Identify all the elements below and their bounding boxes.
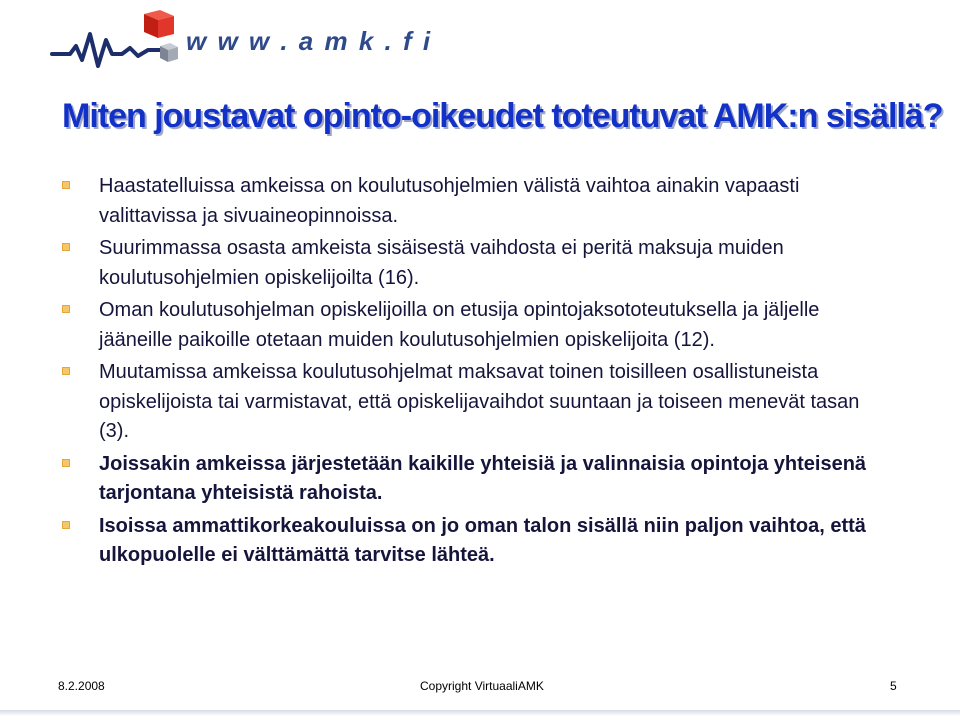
slide-title: Miten joustavat opinto-oikeudet toteutuvat AMK:n sisällä? [62, 97, 943, 135]
footer-date: 8.2.2008 [58, 679, 105, 693]
square-bullet-icon [62, 459, 70, 467]
footer-divider [0, 710, 960, 716]
square-bullet-icon [62, 367, 70, 375]
bullet-text: Isoissa ammattikorkeakouluissa on jo oman talon sisällä niin paljon vaihtoa, että ulkopuolelle ei välttämättä tarvitse lähteä. [99, 514, 866, 566]
red-cube-icon [144, 10, 174, 38]
square-bullet-icon [62, 305, 70, 313]
bullet-item [60, 450, 890, 509]
logo-text: w w w . a m k . f i [186, 26, 433, 56]
bullet-list [60, 172, 890, 574]
bullet-text: Suurimmassa osasta amkeista sisäisestä vaihdosta ei peritä maksuja muiden koulutusohjelmien opiskelijoilta (16). [99, 237, 784, 289]
bullet-item [60, 296, 890, 355]
square-bullet-icon [62, 521, 70, 529]
header [0, 0, 960, 78]
bullet-item [60, 358, 890, 447]
bullet-item [60, 512, 890, 571]
bullet-item [60, 234, 890, 293]
amk-logo [48, 10, 180, 72]
page-number: 5 [890, 679, 897, 693]
bullet-text: Joissakin amkeissa järjestetään kaikille yhteisiä ja valinnaisia opintoja yhteisenä tarjontana yhteisistä rahoista. [99, 452, 867, 504]
grey-cube-icon [160, 43, 178, 62]
square-bullet-icon [62, 181, 70, 189]
footer [0, 672, 960, 702]
bullet-text: Oman koulutusohjelman opiskelijoilla on etusija opintojaksototeutuksella ja jäljelle jääneille paikoille otetaan muiden koulutusohjelmien opiskelijoita (12). [99, 299, 820, 351]
bullet-text: Muutamissa amkeissa koulutusohjelmat maksavat toinen toisilleen osallistuneista opiskelijoista tai varmistavat, että opiskelijavaihdot suuntaan ja toiseen menevät tasan (3). [99, 361, 860, 442]
waveform-icon [52, 34, 160, 66]
bullet-text: Haastatelluissa amkeissa on koulutusohjelmien välistä vaihtoa ainakin vapaasti valittavissa ja sivuaineopinnoissa. [99, 175, 800, 227]
footer-copyright: Copyright VirtuaaliAMK [420, 679, 544, 693]
square-bullet-icon [62, 243, 70, 251]
bullet-item [60, 172, 890, 231]
